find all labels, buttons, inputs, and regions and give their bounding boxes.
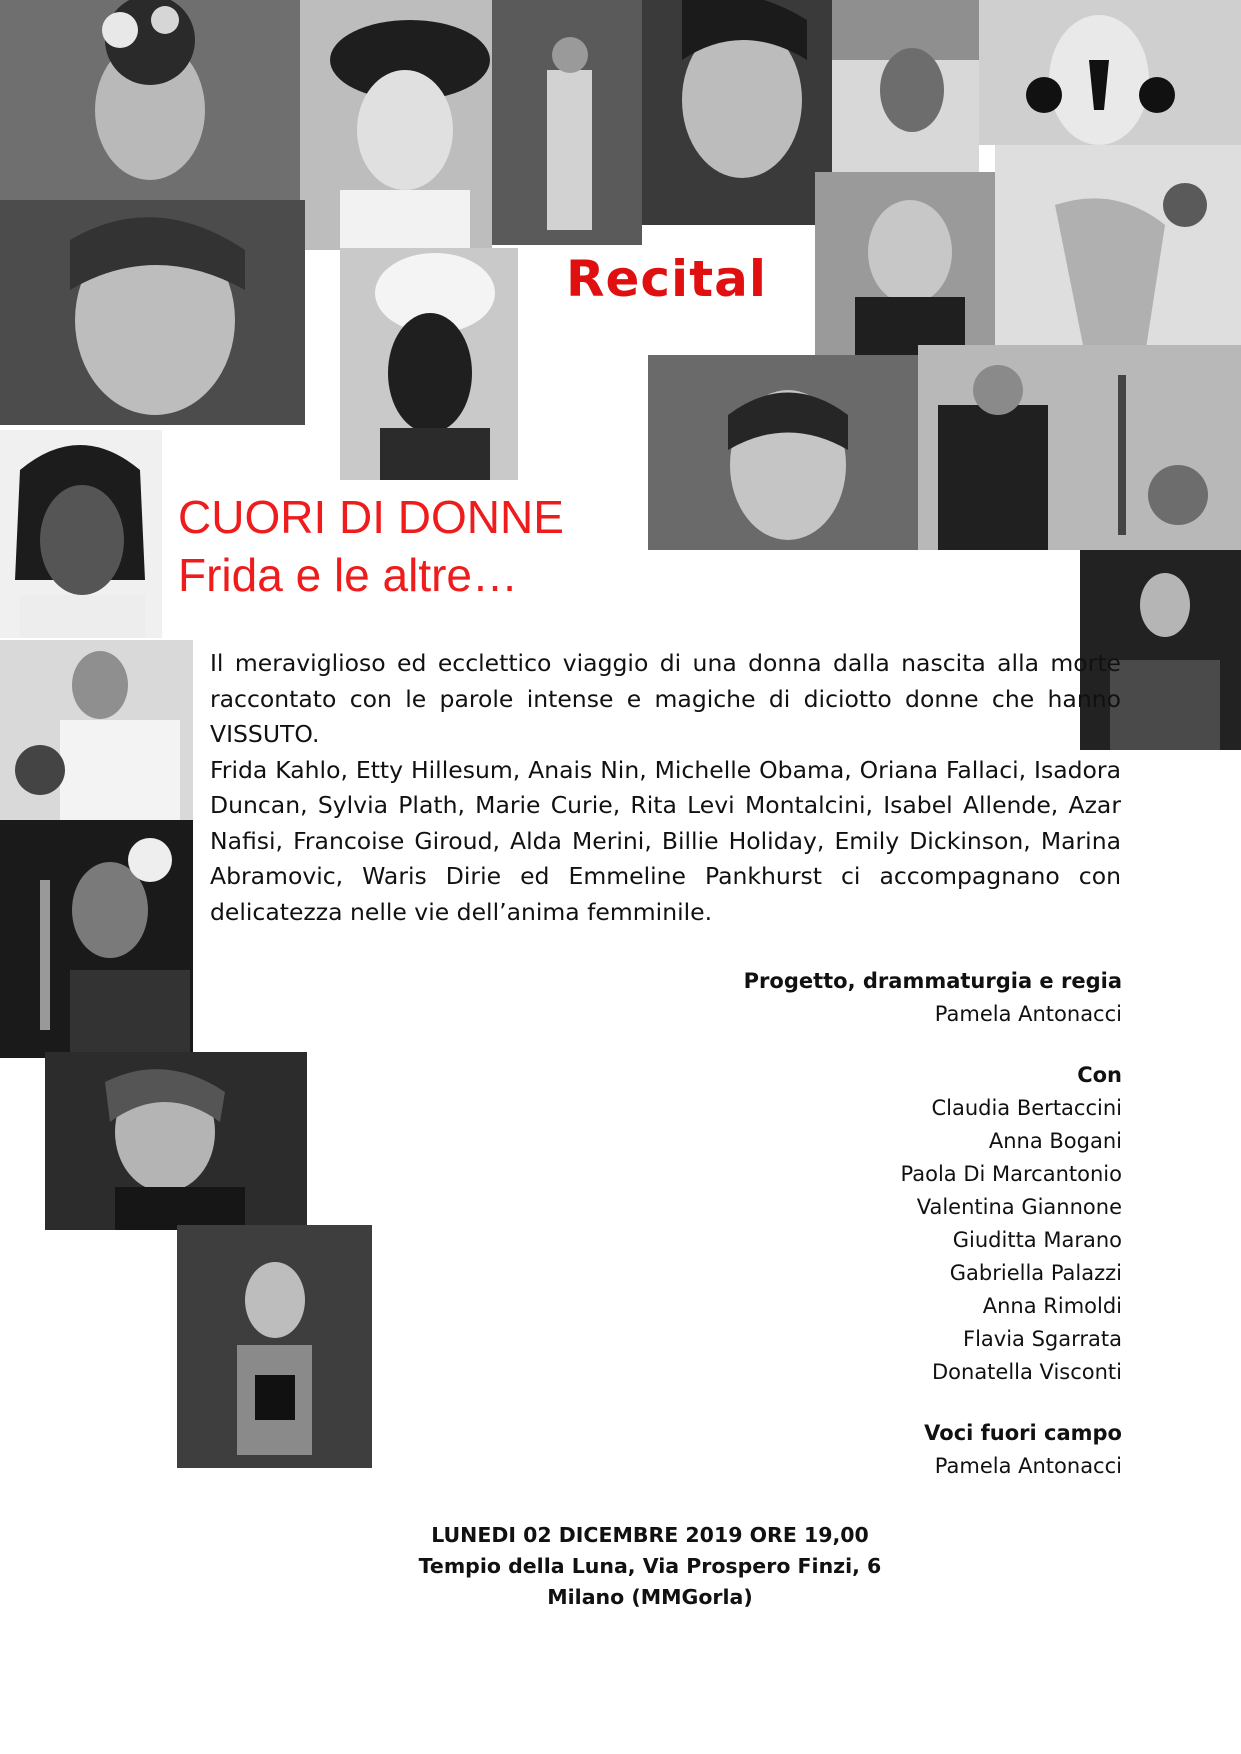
cast-member: Claudia Bertaccini [931,1096,1122,1120]
portrait-photo-emily-dickinson [648,355,918,550]
portrait-photo-woman-hat [300,0,492,250]
cast-member: Gabriella Palazzi [949,1261,1122,1285]
cast-member: Giuditta Marano [952,1228,1122,1252]
cast-heading: Con [1077,1063,1122,1087]
portrait-photo-billie-holiday [0,820,193,1058]
event-date-time: LUNEDI 02 DICEMBRE 2019 ORE 19,00 [431,1523,869,1547]
portrait-photo-laughing-woman [45,1052,307,1230]
portrait-photo-scorpion [979,0,1241,145]
direction-heading: Progetto, drammaturgia e regia [743,969,1122,993]
cast-member: Anna Rimoldi [982,1294,1122,1318]
portrait-photo-dancer [995,145,1241,355]
cast-member: Valentina Giannone [916,1195,1122,1219]
show-title-line1: CUORI DI DONNE [178,491,564,543]
portrait-photo-scientist [0,640,193,820]
portrait-photo-marie-curie [918,345,1241,550]
credits [622,965,1122,1483]
description-paragraph: Frida Kahlo, Etty Hillesum, Anais Nin, Michelle Obama, Oriana Fallaci, Isadora Duncan, Sylvia Plath, Marie Curie, Rita Levi Montalcini, Isabel Allende, Azar Nafisi, Francoise Giroud, Alda Merini, Billie Holiday, Emily Dickinson, Marina Abramovic, Waris Dirie ed Emmeline Pankhurst ci accompagnano con delicatezza nelle vie dell’anima femminile. [210,755,1121,926]
direction-name: Pamela Antonacci [934,1002,1122,1026]
voices-name: Pamela Antonacci [934,1454,1122,1478]
portrait-photo-turban [340,248,518,480]
cast-member: Anna Bogani [988,1129,1122,1153]
portrait-photo-smiling-woman [0,200,305,425]
event-info [0,1520,1241,1613]
event-venue: Tempio della Luna, Via Prospero Finzi, 6 [418,1554,882,1578]
show-title-line2: Frida e le altre… [178,549,519,601]
event-city: Milano (MMGorla) [547,1585,753,1609]
cast-member: Paola Di Marcantonio [900,1162,1122,1186]
portrait-photo-frida [0,0,300,200]
recital-label: Recital [566,250,767,308]
cast-member: Flavia Sgarrata [963,1327,1122,1351]
portrait-photo-michelle-obama [0,430,162,638]
portrait-photo-suffragette [492,0,642,245]
portrait-photo-camera [177,1225,372,1468]
description-paragraph: Il meraviglioso ed ecclettico viaggio di una donna dalla nascita alla morte raccontato con le parole intense e magiche di diciotto donne che hanno VISSUTO. [210,649,1121,748]
portrait-photo-library [832,0,979,172]
voices-heading: Voci fuori campo [924,1421,1122,1445]
portrait-photo-alda-merini [815,172,995,355]
description [210,646,1121,930]
show-title [178,488,564,604]
cast-member: Donatella Visconti [931,1360,1122,1384]
portrait-photo-hand-on-chin [642,0,832,225]
